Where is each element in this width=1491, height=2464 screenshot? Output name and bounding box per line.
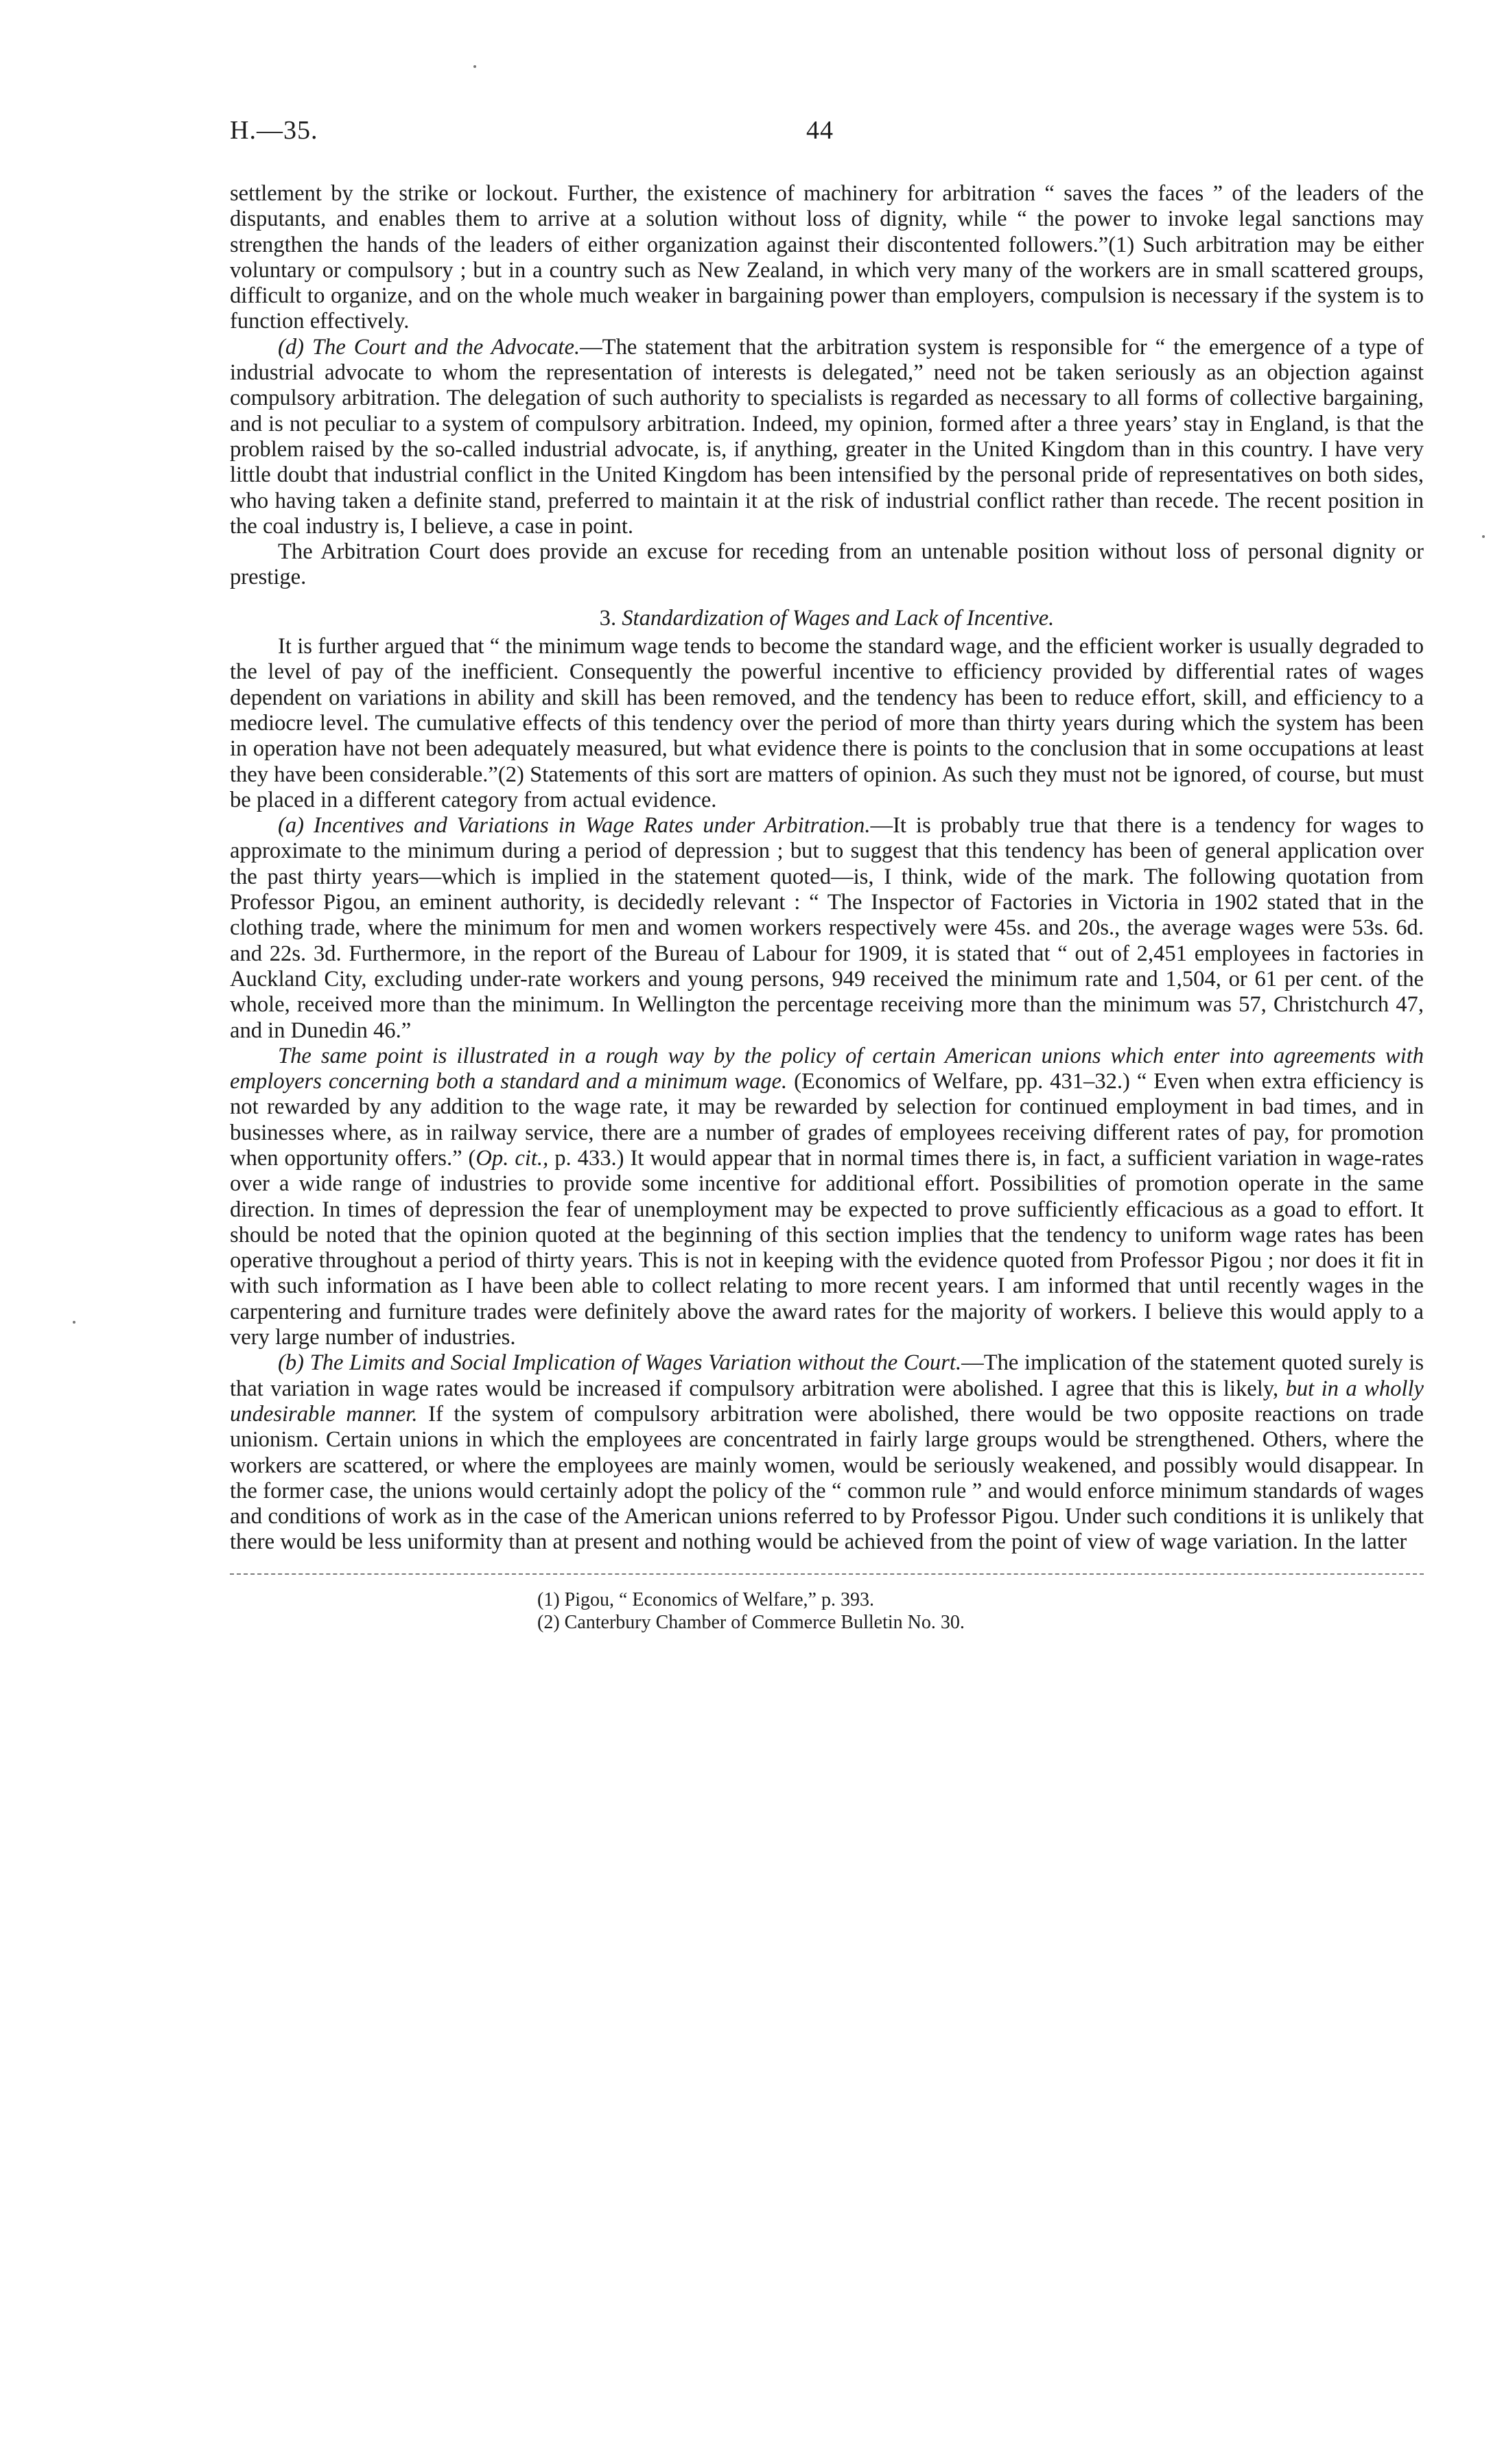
paragraph-court-advocate-text: —The statement that the arbitration system is responsible for “ the emergence of a type of industrial advocate to whom the representation of interests is delegated,” need not be taken seriously as an objection against compulsory arbitration. The delegation of such authority to specialists is regarded as necessary to all forms of collective bargaining, and is not peculiar to a system of compulsory arbitration. Indeed, my opinion, formed after a three years’ stay in England, is that the problem raised by the so-called industrial advocate, is, if anything, greater in the United Kingdom than in this country. I have very little doubt that industrial conflict in the United Kingdom has been intensified by the personal pride of representatives on both sides, who having taken a definite stand, preferred to maintain it at the risk of industrial conflict rather than recede. The recent position in the coal industry is, I believe, a case in point. (230, 334, 1424, 539)
speck-top (473, 65, 476, 68)
speck-left (73, 1321, 75, 1324)
running-head (230, 103, 1424, 151)
paragraph-limits (230, 1350, 1424, 1555)
paragraph-same-point (230, 1044, 1424, 1351)
section-number: 3. (599, 605, 617, 631)
footnote-1: (1) Pigou, “ Economics of Welfare,” p. 393. (537, 1588, 874, 1610)
section-heading (230, 606, 1424, 631)
paragraph-court-advocate (230, 335, 1424, 539)
paragraph-incentives (230, 813, 1424, 1044)
paragraph-arbitration-continued: settlement by the strike or lockout. Further, the existence of machinery for arbitration “ saves the faces ” of the leaders of the disputants, and enables them to arrive at a solution without loss of dignity, while “ the power to invoke legal sanctions may strengthen the hands of the leaders of either organization against their discontented followers.”(1) Such arbitration may be either voluntary or compulsory ; but in a country such as New Zealand, in which very many of the workers are in small scattered groups, difficult to organize, and on the whole much weaker in bargaining power than employers, compulsion is necessary if the system is to function effectively. (230, 181, 1424, 334)
paragraph-arbitration-court: The Arbitration Court does provide an excuse for receding from an untenable position without loss of personal dignity or prestige. (230, 539, 1424, 590)
paragraph-limits-text-2: If the system of compulsory arbitration were abolished, there would be two opposite reactions on trade unionism. Certain unions in which the employees are concentrated in fairly large groups would be strengthened. Others, where the workers are scattered, or where the employees are mainly women, would be seriously weakened, and possibly would disappear. In the former case, the unions would certainly adopt the policy of the “ common rule ” and would enforce minimum standards of wages and conditions of work as in the case of the American unions referred to by Professor Pigou. Under such conditions it is unlikely that there would be less uniformity than at present and nothing would be achieved from the point of view of wage variation. In the latter (230, 1401, 1424, 1555)
italic-undesirable: but in a wholly undesirable manner. (230, 1376, 1424, 1427)
subheading-limits: (b) The Limits and Social Implication of Wages Variation without the Court. (278, 1350, 962, 1376)
subheading-incentives: (a) Incentives and Variations in Wage Rates under Arbitration. (278, 813, 871, 838)
citation-op-cit: Op. cit., (476, 1145, 549, 1171)
paragraph-further-argued: It is further argued that “ the minimum wage tends to become the standard wage, and the efficient worker is usually degraded to the level of pay of the inefficient. Consequently the powerful incentive to efficiency provided by differential rates of wages dependent on variations in ability and skill has been removed, and the tendency has been to reduce effort, skill, and efficiency to a mediocre level. The cumulative effects of this tendency over the period of more than thirty years during which the system has been in operation have not been adequately measured, but what evidence there is points to the conclusion that in some occupations at least they have been considerable.”(2) Statements of this sort are matters of opinion. As such they must not be ignored, of course, but must be placed in a different category from actual evidence. (230, 634, 1424, 812)
paragraph-same-point-text-1: (Economics of Welfare, pp. 431–32.) “ Even when extra efficiency is not rewarded by any addition to the wage rate, it may be rewarded by selection for continued employment in bad times, and in businesses where, as in railway service, there are a number of grades of employees receiving different rates of pay, for promotion when opportunity offers.” ( (230, 1069, 1424, 1171)
paragraph-incentives-text: —It is probably true that there is a tendency for wages to approximate to the minimum during a period of depression ; but to suggest that this tendency has been of general application over the past thirty years—which is implied in the statement quoted—is, I think, wide of the mark. The following quotation from Professor Pigou, an eminent authority, is decidedly relevant : “ The Inspector of Factories in Victoria in 1902 stated that in the clothing trade, where the minimum for men and women workers respectively were 45s. and 20s., the average wages were 53s. 6d. and 22s. 3d. Furthermore, in the report of the Bureau of Labour for 1909, it is stated that “ out of 2,451 employees in factories in Auckland City, excluding under-rate workers and young persons, 949 received the minimum rate and 1,504, or 61 per cent. of the whole, received more than the minimum. In Wellington the percentage receiving more than the minimum was 57, Christchurch 47, and in Dunedin 46.” (230, 813, 1424, 1043)
paragraph-limits-text-1: —The implication of the statement quoted surely is that variation in wage rates would be increased if compulsory arbitration were abolished. I agree that this is likely, (230, 1350, 1424, 1401)
subheading-court-advocate: (d) The Court and the Advocate. (278, 334, 580, 360)
footnote-2: (2) Canterbury Chamber of Commerce Bulletin No. 30. (537, 1611, 965, 1633)
page-number: 44 (806, 116, 834, 145)
paragraph-same-point-text-2: p. 433.) It would appear that in normal times there is, in fact, a sufficient variation in wage-rates over a wide range of industries to provide some incentive for additional effort. Possibilities of promotion operate in the same direction. In times of depression the fear of unemployment may be expected to prove sufficiently efficacious as a goad to effort. It should be noted that the opinion quoted at the beginning of this section implies that the tendency to uniform wage rates has been operative throughout a period of thirty years. This is not in keeping with the evidence quoted from Professor Pigou ; nor does it fit in with such information as I have been able to collect relating to more recent years. I am informed that until recently wages in the carpentering and furniture trades were definitely above the award rates for the majority of workers. I believe this would apply to a very large number of industries. (230, 1145, 1424, 1350)
document-reference: H.—35. (230, 116, 318, 145)
footnote-rule (230, 1573, 1424, 1575)
footnotes (537, 1588, 1424, 1634)
document-page (230, 103, 1424, 1634)
italic-same-point: The same point is illustrated in a rough way by the policy of certain American unions which enter into agreements with employers concerning both a standard and a minimum wage. (230, 1043, 1424, 1094)
section-title: Standardization of Wages and Lack of Incentive. (622, 605, 1055, 631)
body-text (230, 181, 1424, 1556)
speck-right (1482, 535, 1485, 538)
